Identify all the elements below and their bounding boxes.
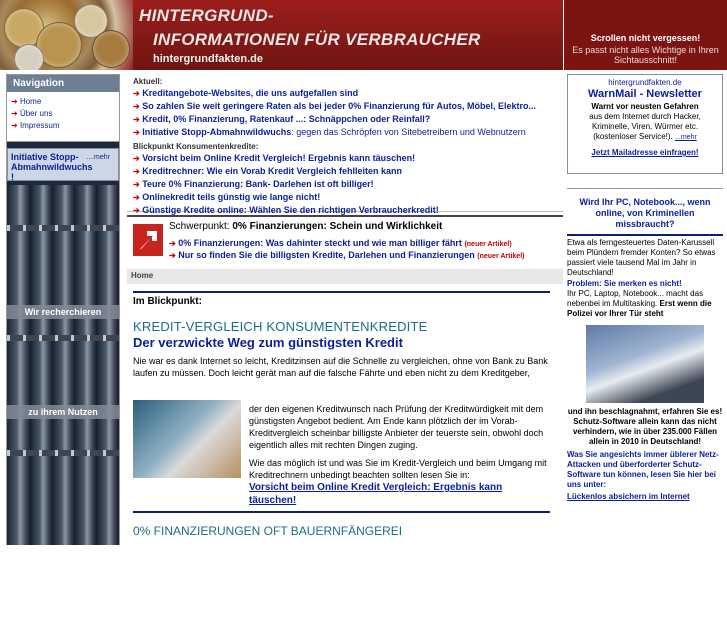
arrow-right-icon: ➔ (11, 97, 18, 106)
schwerpunkt-link[interactable]: 0% Finanzierungen: Was dahinter steckt und wie man billiger fährt (178, 238, 462, 248)
nav-link-home[interactable]: Home (19, 97, 42, 106)
arrow-up-right-icon (133, 224, 163, 256)
pc-box-text: Was Sie angesichts immer üblerer Netz-Attacken und überforderter Schutz-Software tun können, lesen Sie hier bei uns unter: (567, 450, 719, 489)
pc-box-text: Etwa als ferngesteuertes Daten-Karussell beim Plündern fremder Konten? So etwas passiert viele tausend Mal im Jahr in Deutschland! (567, 238, 716, 277)
arrow-right-icon: ➔ (133, 180, 140, 189)
schwerpunkt-section (127, 215, 563, 267)
schwerpunkt-heading: 0% Finanzierungen: Schein und Wirklichkeit (232, 221, 443, 232)
article-blick-label: Im Blickpunkt: (133, 296, 202, 307)
binders-image (7, 185, 119, 545)
site-title-line1: HINTERGRUND- (139, 6, 274, 25)
sidebar-label-nutzen: zu ihrem Nutzen (7, 405, 119, 419)
arrow-right-icon: ➔ (133, 206, 140, 215)
news-item[interactable] (133, 100, 557, 113)
breadcrumb[interactable] (127, 269, 563, 284)
nav-link-impressum[interactable]: Impressum (19, 121, 60, 130)
arrow-right-icon: ➔ (133, 193, 140, 202)
arrow-right-icon: ➔ (133, 154, 140, 163)
new-article-badge: (neuer Artikel) (464, 241, 512, 248)
coins-logo-image (0, 0, 133, 70)
news-section (127, 74, 563, 215)
divider (567, 234, 723, 236)
pc-box-text: und ihn beschlagnahmt, erfahren Sie es! Schutz-Software allein kann das nicht verhindern, wie in über 235.000 Fällen allein in 2010 in Deutschland! (567, 407, 723, 446)
arrow-right-icon: ➔ (133, 89, 140, 98)
article-link[interactable]: Vorsicht beim Online Kredit Vergleich: Ergebnis kann täuschen! (249, 482, 503, 506)
arrow-right-icon: ➔ (11, 109, 18, 118)
scroll-reminder (563, 0, 727, 70)
promo-title[interactable]: Initiative Stopp-Abmahnwildwuchs ! (11, 152, 93, 182)
nav-link-about[interactable]: Über uns (19, 109, 53, 118)
arrow-right-icon: ➔ (169, 251, 176, 260)
warnmail-site: hintergrundfakten.de (608, 78, 682, 87)
site-title-line2: INFORMATIONEN FÜR VERBRAUCHER (153, 30, 481, 49)
article-paragraph-text: Wie das möglich ist und was Sie im Kredit-Vergleich und beim Umgang mit Kreditrechnern unbedingt beachten sollten lesen Sie in: (249, 458, 547, 480)
site-domain: hintergrundfakten.de (153, 53, 264, 65)
divider (133, 511, 550, 513)
nav-item-impressum[interactable] (11, 120, 115, 132)
article-subheading: Der verzwickte Weg zum günstigsten Kredit (133, 335, 403, 350)
blick-item[interactable] (133, 191, 557, 204)
police-car-photo (586, 325, 704, 403)
new-article-badge: (neuer Artikel) (477, 253, 525, 260)
schwerpunkt-link[interactable]: Nur so finden Sie die billigsten Kredite, Darlehen und Finanzierungen (178, 250, 475, 260)
arrow-right-icon: ➔ (133, 115, 140, 124)
promo-box[interactable] (7, 148, 119, 181)
site-header (0, 0, 727, 70)
blick-item[interactable] (133, 152, 557, 165)
blick-link[interactable]: Teure 0% Finanzierung: Bank- Darlehen ist oft billiger! (142, 179, 374, 189)
article (127, 288, 563, 619)
nav-menu (7, 92, 119, 142)
news-link[interactable]: Initiative Stopp-Abmahnwildwuchs (142, 127, 292, 137)
arrow-right-icon: ➔ (11, 121, 18, 130)
pc-box-link[interactable]: Lückenlos absichern im Internet (567, 492, 690, 501)
blick-item[interactable] (133, 165, 557, 178)
article-heading: KREDIT-VERGLEICH KONSUMENTENKREDITE (133, 319, 428, 334)
article-paragraph: der den eigenen Kreditwunsch nach Prüfung der Kreditwürdigkeit mit dem günstigsten Angebot bedient. Am Ende kann plötzlich der im Vorab-Kreditvergleich scheinbar billigste Anbieter der teuerste sein, obwohl doch eigentlich alles mit rechten Dingen zuging. (249, 404, 544, 450)
warnmail-more-link[interactable]: ...mehr (675, 134, 697, 141)
pc-box-text (567, 289, 723, 319)
scroll-reminder-title: Scrollen nicht vergessen! (590, 33, 701, 43)
arrow-right-icon: ➔ (133, 128, 140, 137)
news-item-extra: : gegen das Schröpfen von Sitebetreibern und Webnutzern (291, 127, 526, 137)
warnmail-box (567, 74, 723, 174)
news-item[interactable] (133, 87, 557, 100)
nav-item-home[interactable] (11, 96, 115, 108)
promo-more-link[interactable]: ....mehr (86, 154, 110, 161)
warnmail-text-bold: Warnt vor neusten Gefahren (591, 102, 699, 111)
blick-link[interactable]: Onlinekredit teils günstig wie lange nicht! (142, 192, 321, 202)
article-photo (133, 400, 241, 478)
scroll-reminder-text: Es passt nicht alles Wichtige in Ihren Sichtausschnitt! (572, 45, 719, 65)
pc-box-text-bold: Erst wenn die Polizei vor Ihrer Tür steht (567, 299, 712, 318)
blick-link[interactable]: Vorsicht beim Online Kredit Vergleich! Ergebnis kann täuschen! (142, 153, 416, 163)
arrow-right-icon: ➔ (169, 239, 176, 248)
warnmail-text-body: aus dem Internet durch Hacker, Kriminelle, Viren, Würmer etc. (kostenloser Service!). (589, 112, 701, 141)
schwerpunkt-title (169, 221, 442, 232)
news-item[interactable] (133, 126, 557, 139)
title-block (133, 0, 563, 70)
warnmail-text (571, 102, 719, 143)
aktuell-label: Aktuell: (133, 77, 163, 86)
warnmail-title: WarnMail - Newsletter (588, 88, 702, 100)
pc-box-title: Wird Ihr PC, Notebook..., wenn online, von Kriminellen missbraucht? (579, 197, 711, 229)
pc-security-box (567, 188, 723, 619)
schwerpunkt-item[interactable] (169, 250, 524, 260)
blick-link[interactable]: Kreditrechner: Wie ein Vorab Kredit Vergleich fehlleiten kann (142, 166, 403, 176)
article-paragraph: Nie war es dank Internet so leicht, Kreditzinsen auf die Schnelle zu vergleichen, ohne von Bank zu Bank laufen zu müssen. Doch leicht gerät man auf die falsche Fährte und eben nicht zu dem Kreditgeber, (133, 356, 548, 378)
news-link[interactable]: So zahlen Sie weit geringere Raten als bei jeder 0% Finanzierung für Autos, Möbel, Elektro... (142, 101, 536, 111)
blick-item[interactable] (133, 178, 557, 191)
nav-heading: Navigation (7, 75, 119, 92)
pc-box-text-plain: Ihr PC, Laptop, Notebook... macht das nebenbei im Multitasking. (567, 289, 704, 308)
breadcrumb-home[interactable]: Home (131, 271, 154, 280)
sidebar-label-recherche: Wir recherchieren (7, 305, 119, 319)
schwerpunkt-item[interactable] (169, 238, 512, 248)
nav-item-about[interactable] (11, 108, 115, 120)
blick-link[interactable]: Günstige Kredite online: Wählen Sie den richtigen Verbraucherkredit! (142, 205, 439, 215)
arrow-right-icon: ➔ (133, 102, 140, 111)
left-sidebar (6, 74, 120, 545)
news-link[interactable]: Kredit, 0% Finanzierung, Ratenkauf ...: Schnäppchen oder Reinfall? (142, 114, 431, 124)
divider (133, 291, 550, 293)
article-paragraph (249, 457, 551, 507)
pc-box-problem: Problem: Sie merken es nicht! (567, 279, 682, 288)
schwerpunkt-label: Schwerpunkt: (169, 221, 230, 232)
blickpunkt-label: Blickpunkt Konsumentenkredite: (133, 142, 259, 151)
article-heading-2: 0% FINANZIERUNGEN OFT BAUERNFÄNGEREI (133, 524, 403, 538)
news-item[interactable] (133, 113, 557, 126)
warnmail-subscribe-link[interactable]: Jetzt Mailadresse einfragen! (591, 148, 699, 157)
news-link[interactable]: Kreditangebote-Websites, die uns aufgefallen sind (142, 88, 359, 98)
arrow-right-icon: ➔ (133, 167, 140, 176)
